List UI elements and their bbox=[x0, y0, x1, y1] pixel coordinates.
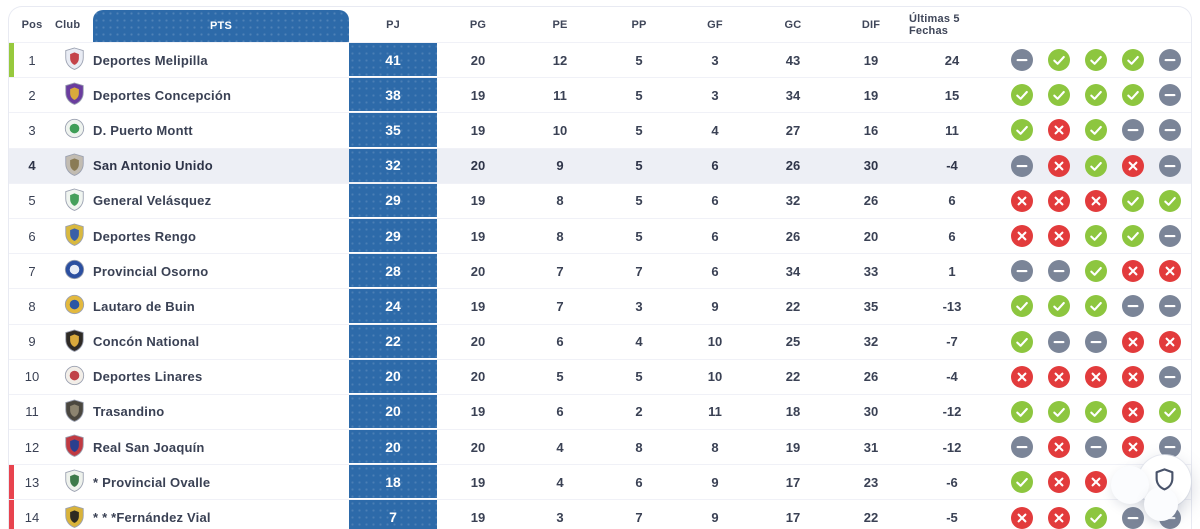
losses-value: 3 bbox=[711, 87, 719, 103]
loss-cross-icon bbox=[1011, 225, 1033, 247]
club-name: Concón National bbox=[93, 334, 200, 350]
shield-fab-button[interactable] bbox=[1138, 455, 1191, 508]
club-crest-cell bbox=[55, 395, 93, 429]
win-check-icon bbox=[1122, 49, 1144, 71]
draws-value: 5 bbox=[635, 158, 643, 174]
losses-value: 11 bbox=[708, 404, 722, 420]
wins-value: 6 bbox=[556, 404, 564, 420]
loss-cross-icon bbox=[1048, 436, 1070, 458]
win-check-icon bbox=[1085, 507, 1107, 529]
wins-value: 8 bbox=[556, 193, 564, 209]
points-cell bbox=[349, 289, 437, 323]
played-value: 19 bbox=[470, 122, 486, 138]
position-value: 13 bbox=[24, 474, 40, 490]
last-5-results bbox=[995, 113, 1191, 147]
points-value: 28 bbox=[349, 254, 437, 287]
goal-diff-value: -13 bbox=[942, 298, 962, 314]
points-value: 22 bbox=[349, 325, 437, 358]
club-crest-icon bbox=[64, 117, 85, 143]
draw-dash-icon bbox=[1011, 260, 1033, 282]
draws-value: 4 bbox=[635, 334, 643, 350]
win-check-icon bbox=[1048, 401, 1070, 423]
column-header-gf[interactable]: GF bbox=[707, 18, 723, 31]
column-header-pos[interactable]: Pos bbox=[21, 18, 43, 31]
draw-dash-icon bbox=[1085, 436, 1107, 458]
played-value: 20 bbox=[470, 52, 486, 68]
wins-value: 5 bbox=[556, 369, 564, 385]
goal-diff-value: -12 bbox=[942, 404, 962, 420]
column-header-pts-label: PTS bbox=[93, 10, 349, 42]
table-header-row bbox=[9, 7, 1191, 42]
last-5-results bbox=[995, 184, 1191, 218]
draw-dash-icon bbox=[1159, 119, 1181, 141]
goals-for-value: 19 bbox=[785, 439, 801, 455]
draws-value: 5 bbox=[635, 52, 643, 68]
draws-value: 5 bbox=[635, 228, 643, 244]
wins-value: 12 bbox=[552, 52, 568, 68]
goals-against-value: 26 bbox=[863, 193, 879, 209]
column-header-club[interactable]: Club bbox=[55, 18, 81, 31]
column-header-form[interactable]: Últimas 5 Fechas bbox=[909, 12, 960, 37]
promotion-zone-bar bbox=[9, 43, 14, 77]
losses-value: 9 bbox=[711, 298, 719, 314]
club-name: Deportes Melipilla bbox=[93, 52, 208, 68]
points-cell bbox=[349, 78, 437, 112]
position-value: 14 bbox=[24, 510, 40, 526]
position-value: 2 bbox=[28, 87, 36, 103]
position-value: 7 bbox=[28, 263, 36, 279]
club-crest-icon bbox=[64, 188, 85, 214]
wins-value: 11 bbox=[553, 87, 567, 103]
played-value: 19 bbox=[470, 193, 486, 209]
draws-value: 5 bbox=[635, 122, 643, 138]
last-5-results bbox=[995, 43, 1191, 77]
goals-against-value: 19 bbox=[863, 87, 879, 103]
losses-value: 6 bbox=[711, 263, 719, 279]
table-row[interactable] bbox=[9, 288, 1191, 323]
goals-for-value: 22 bbox=[785, 369, 801, 385]
loss-cross-icon bbox=[1122, 155, 1144, 177]
wins-value: 7 bbox=[556, 263, 564, 279]
draw-dash-icon bbox=[1159, 295, 1181, 317]
draws-value: 3 bbox=[635, 298, 643, 314]
losses-value: 3 bbox=[711, 52, 719, 68]
goals-for-value: 34 bbox=[785, 263, 801, 279]
goals-for-value: 27 bbox=[785, 122, 801, 138]
goals-for-value: 18 bbox=[785, 404, 801, 420]
win-check-icon bbox=[1085, 84, 1107, 106]
wins-value: 3 bbox=[556, 510, 564, 526]
table-row[interactable] bbox=[9, 218, 1191, 253]
points-value: 38 bbox=[349, 78, 437, 111]
last-5-results bbox=[995, 289, 1191, 323]
goal-diff-value: -4 bbox=[946, 369, 958, 385]
club-crest-cell bbox=[55, 325, 93, 359]
club-crest-cell bbox=[55, 360, 93, 394]
table-row[interactable] bbox=[9, 77, 1191, 112]
points-cell bbox=[349, 43, 437, 77]
position-value: 6 bbox=[28, 228, 36, 244]
played-value: 19 bbox=[470, 228, 486, 244]
table-row[interactable] bbox=[9, 394, 1191, 429]
losses-value: 6 bbox=[711, 193, 719, 209]
played-value: 19 bbox=[470, 474, 486, 490]
club-crest-cell bbox=[55, 78, 93, 112]
table-row[interactable] bbox=[9, 183, 1191, 218]
points-cell bbox=[349, 395, 437, 429]
last-5-results bbox=[995, 78, 1191, 112]
club-crest-icon bbox=[64, 399, 85, 425]
losses-value: 10 bbox=[707, 334, 723, 350]
club-crest-cell bbox=[55, 289, 93, 323]
played-value: 19 bbox=[470, 404, 486, 420]
points-cell bbox=[349, 325, 437, 359]
played-value: 19 bbox=[470, 298, 486, 314]
loss-cross-icon bbox=[1011, 366, 1033, 388]
win-check-icon bbox=[1085, 155, 1107, 177]
standings-table bbox=[8, 6, 1192, 529]
draw-dash-icon bbox=[1011, 49, 1033, 71]
goal-diff-value: -4 bbox=[946, 158, 958, 174]
position-value: 3 bbox=[28, 122, 36, 138]
column-header-gc[interactable]: GC bbox=[784, 18, 802, 31]
goals-for-value: 26 bbox=[785, 228, 801, 244]
goals-for-value: 26 bbox=[785, 158, 801, 174]
points-cell bbox=[349, 184, 437, 218]
last-5-results bbox=[995, 325, 1191, 359]
loss-cross-icon bbox=[1085, 190, 1107, 212]
draw-dash-icon bbox=[1048, 331, 1070, 353]
played-value: 20 bbox=[470, 369, 486, 385]
draws-value: 5 bbox=[635, 87, 643, 103]
goals-against-value: 32 bbox=[863, 334, 879, 350]
club-crest-cell bbox=[55, 254, 93, 288]
goals-for-value: 25 bbox=[785, 334, 801, 350]
points-cell bbox=[349, 500, 437, 529]
goals-against-value: 35 bbox=[863, 298, 879, 314]
wins-value: 4 bbox=[556, 474, 564, 490]
club-crest-cell bbox=[55, 149, 93, 183]
draw-dash-icon bbox=[1048, 260, 1070, 282]
win-check-icon bbox=[1159, 401, 1181, 423]
club-name: * * *Fernández Vial bbox=[93, 510, 211, 526]
win-check-icon bbox=[1011, 119, 1033, 141]
table-row[interactable] bbox=[9, 148, 1191, 183]
club-name: Deportes Rengo bbox=[93, 228, 197, 244]
win-check-icon bbox=[1085, 295, 1107, 317]
draws-value: 6 bbox=[635, 474, 643, 490]
draw-dash-icon bbox=[1159, 155, 1181, 177]
club-crest-cell bbox=[55, 430, 93, 464]
relegation-zone-bar bbox=[9, 500, 14, 529]
wins-value: 9 bbox=[556, 158, 564, 174]
last-5-results bbox=[995, 149, 1191, 183]
draw-dash-icon bbox=[1159, 49, 1181, 71]
goal-diff-value: 11 bbox=[945, 122, 959, 138]
played-value: 20 bbox=[470, 439, 486, 455]
played-value: 19 bbox=[470, 87, 486, 103]
points-value: 35 bbox=[349, 113, 437, 146]
played-value: 19 bbox=[470, 510, 486, 526]
points-value: 20 bbox=[349, 360, 437, 393]
loss-cross-icon bbox=[1048, 366, 1070, 388]
club-crest-icon bbox=[64, 364, 85, 390]
table-row[interactable] bbox=[9, 324, 1191, 359]
loss-cross-icon bbox=[1122, 260, 1144, 282]
win-check-icon bbox=[1011, 84, 1033, 106]
losses-value: 8 bbox=[711, 439, 719, 455]
loss-cross-icon bbox=[1048, 155, 1070, 177]
club-crest-icon bbox=[64, 505, 85, 529]
shield-icon bbox=[1151, 466, 1178, 498]
draws-value: 5 bbox=[635, 369, 643, 385]
goals-against-value: 23 bbox=[863, 474, 879, 490]
position-value: 12 bbox=[24, 439, 40, 455]
column-header-pe[interactable]: PE bbox=[552, 18, 568, 31]
club-name: Deportes Concepción bbox=[93, 87, 232, 103]
points-cell bbox=[349, 430, 437, 464]
win-check-icon bbox=[1011, 471, 1033, 493]
wins-value: 10 bbox=[552, 122, 568, 138]
club-name: Lautaro de Buin bbox=[93, 298, 195, 314]
points-value: 29 bbox=[349, 184, 437, 217]
draw-dash-icon bbox=[1159, 225, 1181, 247]
table-row[interactable] bbox=[9, 112, 1191, 147]
draws-value: 2 bbox=[635, 404, 643, 420]
goals-against-value: 20 bbox=[863, 228, 879, 244]
club-name: * Provincial Ovalle bbox=[93, 474, 211, 490]
goals-for-value: 17 bbox=[785, 510, 801, 526]
points-value: 18 bbox=[349, 465, 437, 498]
table-body bbox=[9, 42, 1191, 529]
points-cell bbox=[349, 113, 437, 147]
goals-for-value: 17 bbox=[785, 474, 801, 490]
points-value: 29 bbox=[349, 219, 437, 252]
draw-dash-icon bbox=[1122, 507, 1144, 529]
win-check-icon bbox=[1085, 119, 1107, 141]
club-name: Real San Joaquín bbox=[93, 439, 205, 455]
column-header-pg[interactable]: PG bbox=[469, 18, 487, 31]
club-crest-icon bbox=[64, 469, 85, 495]
table-row[interactable] bbox=[9, 253, 1191, 288]
win-check-icon bbox=[1122, 190, 1144, 212]
win-check-icon bbox=[1085, 260, 1107, 282]
loss-cross-icon bbox=[1011, 507, 1033, 529]
win-check-icon bbox=[1048, 84, 1070, 106]
played-value: 20 bbox=[470, 158, 486, 174]
club-crest-icon bbox=[64, 223, 85, 249]
column-header-dif[interactable]: DIF bbox=[861, 18, 881, 31]
losses-value: 4 bbox=[711, 122, 719, 138]
points-cell bbox=[349, 465, 437, 499]
draws-value: 5 bbox=[635, 193, 643, 209]
points-value: 7 bbox=[349, 500, 437, 529]
win-check-icon bbox=[1048, 49, 1070, 71]
loss-cross-icon bbox=[1122, 366, 1144, 388]
goal-diff-value: 15 bbox=[944, 87, 960, 103]
club-crest-cell bbox=[55, 465, 93, 499]
win-check-icon bbox=[1011, 295, 1033, 317]
draw-dash-icon bbox=[1011, 436, 1033, 458]
points-value: 24 bbox=[349, 289, 437, 322]
club-name: General Velásquez bbox=[93, 193, 212, 209]
points-value: 20 bbox=[349, 430, 437, 463]
goals-against-value: 22 bbox=[863, 510, 879, 526]
club-crest-icon bbox=[64, 82, 85, 108]
goals-against-value: 30 bbox=[863, 158, 879, 174]
losses-value: 6 bbox=[711, 228, 719, 244]
loss-cross-icon bbox=[1048, 471, 1070, 493]
table-row[interactable] bbox=[9, 429, 1191, 464]
goals-against-value: 31 bbox=[863, 439, 879, 455]
column-header-pj[interactable]: PJ bbox=[386, 18, 400, 31]
relegation-zone-bar bbox=[9, 465, 14, 499]
goal-diff-value: -12 bbox=[942, 439, 962, 455]
club-name: Provincial Osorno bbox=[93, 263, 209, 279]
goal-diff-value: -7 bbox=[946, 334, 958, 350]
last-5-results bbox=[995, 219, 1191, 253]
win-check-icon bbox=[1122, 225, 1144, 247]
losses-value: 10 bbox=[707, 369, 723, 385]
position-value: 4 bbox=[28, 158, 36, 174]
win-check-icon bbox=[1011, 331, 1033, 353]
table-row[interactable] bbox=[9, 464, 1191, 499]
goals-against-value: 26 bbox=[863, 369, 879, 385]
goal-diff-value: 6 bbox=[948, 228, 956, 244]
table-row[interactable] bbox=[9, 359, 1191, 394]
position-value: 1 bbox=[28, 52, 36, 68]
goals-for-value: 34 bbox=[785, 87, 801, 103]
club-name: Trasandino bbox=[93, 404, 165, 420]
club-crest-icon bbox=[64, 293, 85, 319]
loss-cross-icon bbox=[1159, 331, 1181, 353]
goal-diff-value: 1 bbox=[948, 263, 956, 279]
win-check-icon bbox=[1011, 401, 1033, 423]
position-value: 11 bbox=[25, 404, 39, 420]
points-value: 41 bbox=[349, 43, 437, 76]
wins-value: 6 bbox=[556, 334, 564, 350]
loss-cross-icon bbox=[1122, 436, 1144, 458]
goals-against-value: 16 bbox=[863, 122, 879, 138]
win-check-icon bbox=[1085, 225, 1107, 247]
win-check-icon bbox=[1085, 401, 1107, 423]
position-value: 9 bbox=[28, 334, 36, 350]
played-value: 20 bbox=[470, 263, 486, 279]
draw-dash-icon bbox=[1159, 84, 1181, 106]
wins-value: 4 bbox=[556, 439, 564, 455]
loss-cross-icon bbox=[1122, 331, 1144, 353]
last-5-results bbox=[995, 395, 1191, 429]
goals-for-value: 22 bbox=[785, 298, 801, 314]
draw-dash-icon bbox=[1159, 366, 1181, 388]
table-row[interactable] bbox=[9, 499, 1191, 529]
losses-value: 9 bbox=[711, 474, 719, 490]
loss-cross-icon bbox=[1048, 507, 1070, 529]
goal-diff-value: 24 bbox=[944, 52, 960, 68]
losses-value: 9 bbox=[711, 510, 719, 526]
loss-cross-icon bbox=[1122, 401, 1144, 423]
win-check-icon bbox=[1048, 295, 1070, 317]
goals-for-value: 43 bbox=[785, 52, 801, 68]
club-crest-icon bbox=[64, 153, 85, 179]
goals-against-value: 30 bbox=[863, 404, 879, 420]
club-crest-icon bbox=[64, 434, 85, 460]
points-cell bbox=[349, 149, 437, 183]
draw-dash-icon bbox=[1085, 331, 1107, 353]
goals-against-value: 33 bbox=[863, 263, 879, 279]
club-crest-icon bbox=[64, 329, 85, 355]
position-value: 8 bbox=[28, 298, 36, 314]
goals-for-value: 32 bbox=[785, 193, 801, 209]
loss-cross-icon bbox=[1085, 471, 1107, 493]
goal-diff-value: 6 bbox=[948, 193, 956, 209]
win-check-icon bbox=[1122, 84, 1144, 106]
points-cell bbox=[349, 254, 437, 288]
played-value: 20 bbox=[470, 334, 486, 350]
goal-diff-value: -6 bbox=[946, 474, 958, 490]
win-check-icon bbox=[1085, 49, 1107, 71]
club-crest-icon bbox=[64, 47, 85, 73]
points-value: 32 bbox=[349, 149, 437, 182]
draws-value: 8 bbox=[635, 439, 643, 455]
loss-cross-icon bbox=[1048, 190, 1070, 212]
club-crest-icon bbox=[64, 258, 85, 284]
loss-cross-icon bbox=[1159, 260, 1181, 282]
last-5-results bbox=[995, 254, 1191, 288]
club-crest-cell bbox=[55, 219, 93, 253]
draws-value: 7 bbox=[635, 263, 643, 279]
loss-cross-icon bbox=[1085, 366, 1107, 388]
points-cell bbox=[349, 360, 437, 394]
points-cell bbox=[349, 219, 437, 253]
column-header-pts[interactable] bbox=[93, 7, 349, 42]
table-row[interactable] bbox=[9, 42, 1191, 77]
last-5-results bbox=[995, 360, 1191, 394]
win-check-icon bbox=[1159, 190, 1181, 212]
draw-dash-icon bbox=[1122, 295, 1144, 317]
points-value: 20 bbox=[349, 395, 437, 428]
club-crest-cell bbox=[55, 113, 93, 147]
draw-dash-icon bbox=[1122, 119, 1144, 141]
position-value: 5 bbox=[28, 193, 36, 209]
position-value: 10 bbox=[24, 369, 40, 385]
loss-cross-icon bbox=[1048, 119, 1070, 141]
draws-value: 7 bbox=[635, 510, 643, 526]
losses-value: 6 bbox=[711, 158, 719, 174]
draw-dash-icon bbox=[1011, 155, 1033, 177]
goal-diff-value: -5 bbox=[946, 510, 958, 526]
column-header-pp[interactable]: PP bbox=[631, 18, 647, 31]
wins-value: 7 bbox=[556, 298, 564, 314]
club-name: Deportes Linares bbox=[93, 369, 203, 385]
loss-cross-icon bbox=[1011, 190, 1033, 212]
goals-against-value: 19 bbox=[863, 52, 879, 68]
club-crest-cell bbox=[55, 43, 93, 77]
club-name: D. Puerto Montt bbox=[93, 122, 193, 138]
loss-cross-icon bbox=[1048, 225, 1070, 247]
club-name: San Antonio Unido bbox=[93, 158, 213, 174]
club-crest-cell bbox=[55, 184, 93, 218]
wins-value: 8 bbox=[556, 228, 564, 244]
club-crest-cell bbox=[55, 500, 93, 529]
